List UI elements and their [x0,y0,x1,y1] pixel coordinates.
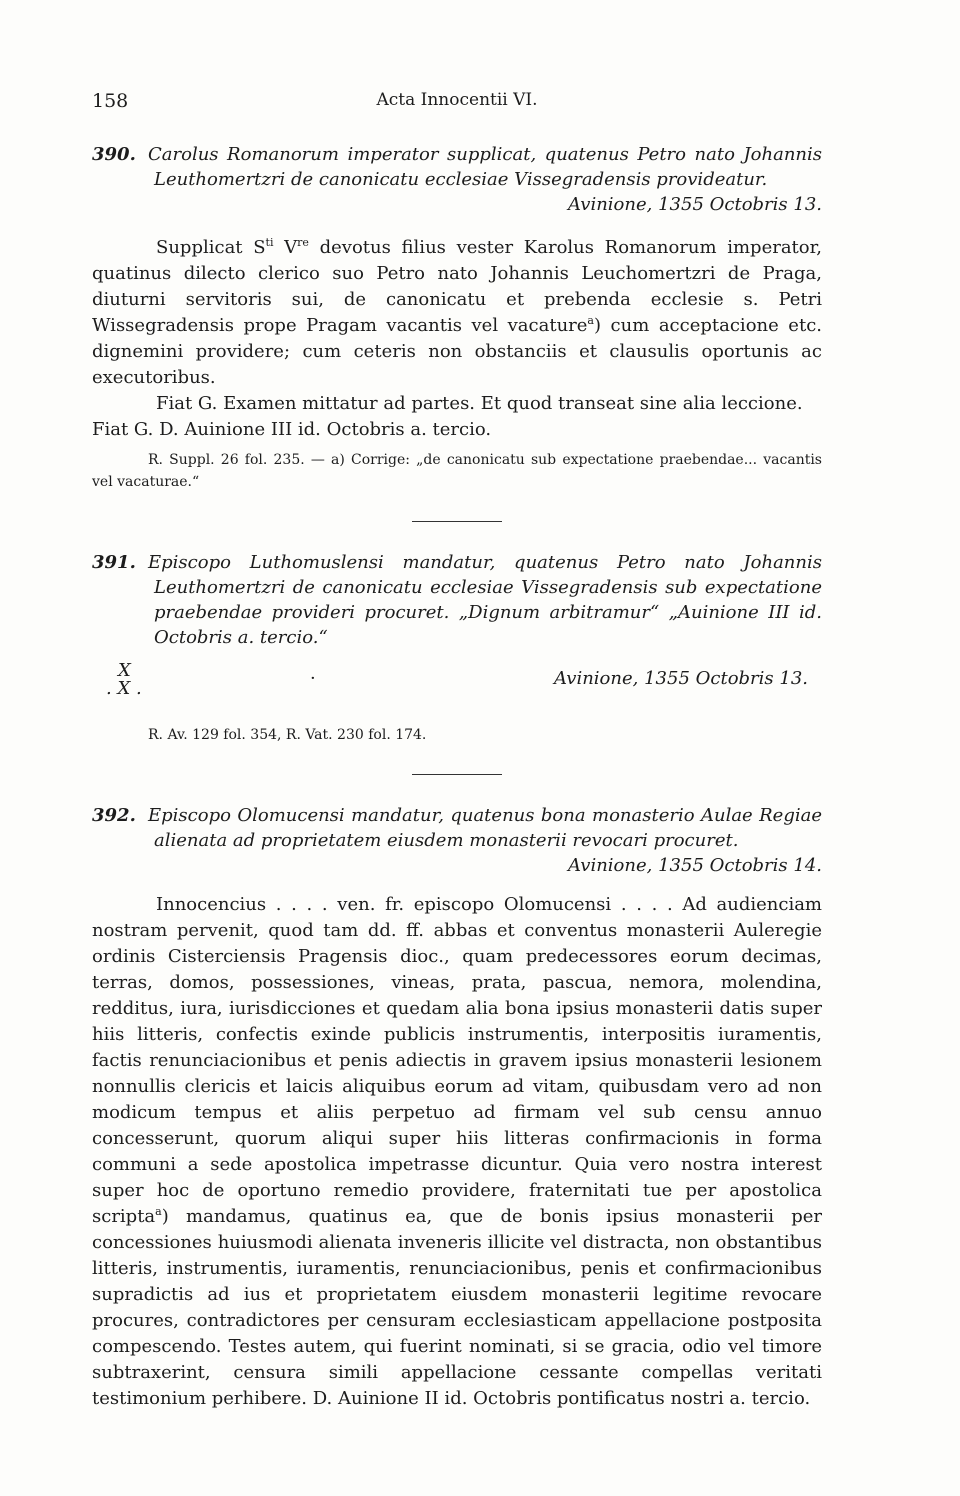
page-number: 158 [92,90,129,112]
entry-390-source: R. Suppl. 26 fol. 235. — a) Corrige: „de canonicatu sub expectatione praebendae... vacantis vel vacaturae.“ [92,452,822,490]
entry-392-regest [92,803,822,853]
entry-390-sup2: re [297,236,309,249]
entry-392-text-part2: ) mandamus, quatinus ea, que de bonis ipsius monasterii per concessiones huiusmodi alienata inveneris illicite vel distracta, non obstantibus litteris, instrumentis, iuramentis, renunciacionibus, penis et confirmacionibus supradictis ad ius et proprietatem eiusdem monasterii legitime revocare procures, contradictores per censuram ecclesiasticam appellacione postposita compescendo. Testes autem, qui fuerint nominati, si se gracia, odio vel timore subtraxerint, censura simili appellacione cessante compellas veritati testimonium perhibere. D. Auinione II id. Octobris pontificatus nostri a. tercio. [92,1206,822,1409]
entry-390-fiat-1: Fiat G. Examen mittatur ad partes. Et quod transeat sine alia leccione. [156,393,803,414]
entry-390-regest [92,142,822,192]
entry-391-source: R. Av. 129 fol. 354, R. Vat. 230 fol. 174. [148,727,427,743]
entry-390-regest-text: Carolus Romanorum imperator supplicat, quatenus Petro nato Johannis Leuthomertzri de canonicatu ecclesiae Vissegradensis provideatur. [148,144,822,190]
entry-390-text-part2: V [273,237,298,258]
entry-391 [92,550,822,746]
chancery-mark-lower: . X . [106,678,142,699]
entry-391-marks-row [92,660,822,704]
entry-390-footnote-mark: a [587,314,594,327]
entry-390-text [92,235,822,391]
running-head [92,90,822,120]
entry-391-regest-text: Episcopo Luthomuslensi mandatur, quatenus Petro nato Johannis Leuthomertzri de canonicatu ecclesiae Vissegradensis sub expectatione praebendae provideri procuret. „Dignum arbitramur“ „Auinione III id. Octobris a. tercio.“ [148,552,822,648]
entry-392-date: Avinione, 1355 Octobris 14. [568,855,822,876]
entry-392-footnote-mark: a [155,1205,162,1218]
running-title: Acta Innocentii VI. [376,90,538,110]
entry-390-sup1: ti [265,236,274,249]
entry-392-number: 392. [92,805,136,826]
entry-390-text-part3: devotus filius vester Karolus Romanorum imperator, quatinus dilecto clerico suo Petro nato Johannis Leuchomertzri de Praga, diuturni servitoris sui, de canonicatu et prebenda ecclesie s. Petri Wissegradensis prope Pragam vacantis vel vacature [92,237,822,336]
entry-392-text [92,892,822,1412]
entry-392-regest-text: Episcopo Olomucensi mandatur, quatenus bona monasterio Aulae Regiae alienata ad proprietatem eiusdem monasterii revocari procuret. [148,805,822,851]
entry-390 [92,142,822,493]
entry-390-date: Avinione, 1355 Octobris 13. [568,194,822,215]
chancery-mark-upper: X [118,660,131,681]
divider [412,521,502,522]
entry-392-text-part1: Innocencius . . . . ven. fr. episcopo Olomucensi . . . . Ad audienciam nostram pervenit, quod tam dd. ff. abbas et conventus monasterii Auleregie ordinis Cisterciensis Pragensis dioc., quam predecessores eorum decimas, terras, domos, possessiones, vineas, prata, pascua, nemora, molendina, redditus, iura, iurisdicciones et quedam alia bona ipsius monasterii datis super hiis litteris, confectis exinde publicis instrumentis, interpositis iuramentis, factis renunciacionibus et penis adiectis in gravem ipsius monasterii lesionem nonnullis clericis et laicis aliquibus eorum ad vitam, quibusdam vero ad non modicum tempus et aliis perpetuo ad firmam vel sub censu annuo concesserunt, quorum aliqui super hiis litteras confirmacionis in forma communi a sede apostolica impetrasse dicuntur. Quia vero nostra interest super hoc de oportuno remedio providere, fraternitati tue per apostolica scripta [92,894,822,1227]
entry-390-number: 390. [92,144,136,165]
entry-390-text-part1: Supplicat S [156,237,266,258]
entry-392 [92,803,822,1412]
entry-391-number: 391. [92,552,136,573]
chancery-dot: · [310,668,316,689]
document-page [92,90,822,1412]
entry-390-text-part4: ) cum acceptacione etc. dignemini providere; cum ceteris non obstanciis et clausulis oportunis ac executoribus. [92,315,822,388]
entry-391-date: Avinione, 1355 Octobris 13. [554,668,808,689]
divider [412,774,502,775]
entry-391-regest [92,550,822,650]
entry-390-fiat-2: Fiat G. D. Auinione III id. Octobris a. tercio. [92,419,492,440]
